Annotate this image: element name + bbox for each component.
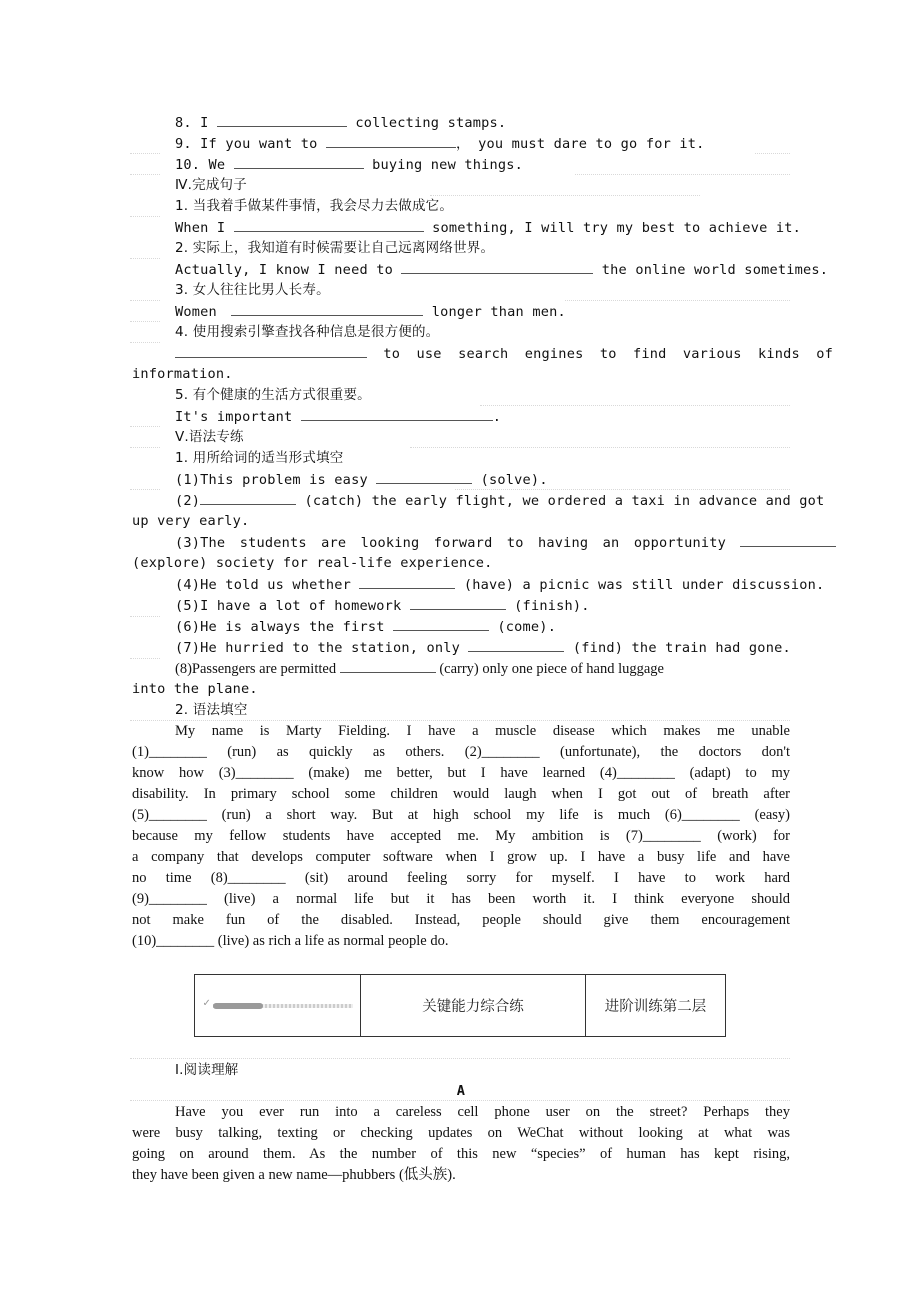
chinese-prompt: 5. 有个健康的生活方式很重要。 — [175, 387, 371, 403]
grammar-item-8-cont: into the plane. — [132, 681, 258, 697]
passage-line: because my fellow students have accepted me. My ambition is (7)________ (work) for — [132, 828, 790, 844]
guide-dots — [130, 720, 790, 721]
grammar-item-4 — [132, 574, 825, 595]
item-number: 9. — [175, 136, 192, 152]
guide-dots — [130, 447, 160, 448]
answer-blank[interactable] — [326, 133, 456, 148]
chinese-prompt: 2. 实际上，我知道有时候需要让自己远离网络世界。 — [175, 240, 495, 256]
passage-line: a company that develops computer software when I grow up. I have a busy life and have — [132, 849, 790, 865]
answer-blank[interactable] — [301, 406, 493, 421]
sentence-text: something, I will try my best to achieve it. — [432, 220, 801, 236]
subsection-title: 1. 用所给词的适当形式填空 — [175, 450, 344, 466]
guide-dots — [480, 405, 790, 406]
passage-line: (9)________ (live) a normal life but it has been worth it. I think everyone should — [132, 891, 790, 907]
english-sentence — [132, 217, 801, 238]
sentence-text: longer than men. — [431, 304, 566, 320]
item-number: (4) — [175, 577, 201, 593]
english-sentence — [132, 406, 790, 427]
item-number: (8) — [175, 661, 192, 677]
passage-line: My name is Marty Fielding. I have a muscle disease which makes me unable — [175, 723, 790, 739]
item-text: buying new things. — [372, 157, 524, 173]
item-text: (finish). — [514, 598, 590, 614]
chinese-prompt: 4. 使用搜索引擎查找各种信息是很方便的。 — [175, 324, 440, 340]
grammar-item-7 — [132, 637, 790, 658]
passage-line: (1)________ (run) as quickly as others. (2)________ (unfortunate), the doctors don't — [132, 744, 790, 760]
item-text: I have a lot of homework — [200, 598, 402, 614]
guide-dots — [130, 216, 160, 217]
guide-dots — [455, 489, 790, 490]
item-number: (1) — [175, 472, 201, 488]
answer-blank[interactable] — [376, 469, 472, 484]
item-text: If you want to — [200, 136, 318, 152]
item-text: (have) a picnic was still under discussion. — [463, 577, 825, 593]
grammar-item-8 — [132, 658, 790, 679]
item-text: (find) the train had gone. — [572, 640, 791, 656]
item-text: He is always the first — [200, 619, 385, 635]
section-heading-i: Ⅰ.阅读理解 — [175, 1062, 239, 1078]
banner-title: 关键能力综合练 — [361, 975, 586, 1036]
item-text: ， you must dare to go for it. — [455, 136, 705, 152]
grammar-item-6 — [132, 616, 790, 637]
section-banner — [194, 974, 726, 1037]
guide-dots — [130, 1100, 790, 1101]
grammar-item-3 — [132, 532, 790, 553]
progress-check-icon — [202, 997, 353, 1009]
answer-blank[interactable] — [340, 658, 436, 673]
answer-blank[interactable] — [468, 637, 564, 652]
sentence-text: Women — [175, 304, 217, 320]
passage-line: going on around them. As the number of this new “species” of human has kept rising, — [132, 1146, 790, 1162]
guide-dots — [410, 447, 790, 448]
guide-dots — [755, 153, 790, 154]
item-number: (7) — [175, 640, 201, 656]
item-text: Passengers are permitted — [191, 661, 337, 677]
passage-line: (5)________ (run) a short way. But at high school my life is much (6)________ (easy) — [132, 807, 790, 823]
guide-dots — [130, 258, 160, 259]
exercise-item-8 — [132, 112, 790, 133]
guide-dots — [575, 174, 790, 175]
exercise-item-9 — [132, 133, 790, 154]
item-text: We — [208, 157, 226, 173]
item-text: (carry) only one piece of hand luggage — [439, 661, 664, 677]
exercise-item-10 — [132, 154, 790, 175]
item-number: 8. — [175, 115, 192, 131]
sentence-text: to use search engines to find various kinds of — [383, 346, 834, 362]
guide-dots — [130, 342, 160, 343]
grammar-item-2 — [132, 490, 825, 511]
passage-line: Have you ever run into a careless cell phone user on the street? Perhaps they — [175, 1104, 790, 1120]
chinese-prompt: 1. 当我着手做某件事情，我会尽力去做成它。 — [175, 198, 454, 214]
answer-blank[interactable] — [359, 574, 455, 589]
passage-line: they have been given a new name—phubbers (低头族). — [132, 1167, 456, 1183]
answer-blank[interactable] — [175, 343, 367, 358]
checkmark-icon: ✓ — [202, 997, 211, 1009]
subsection-title: 2. 语法填空 — [175, 702, 248, 718]
guide-dots — [565, 300, 790, 301]
item-text: I — [200, 115, 209, 131]
guide-dots — [430, 195, 700, 196]
guide-dots — [130, 300, 160, 301]
sentence-text: . — [492, 409, 502, 425]
sentence-text: Actually, I know I need to — [175, 262, 393, 278]
item-number: 10. — [175, 157, 201, 173]
answer-blank[interactable] — [740, 532, 836, 547]
guide-dots — [130, 321, 160, 322]
item-text: He hurried to the station, only — [200, 640, 461, 656]
item-text: This problem is easy — [200, 472, 368, 488]
grammar-item-2-cont: up very early. — [132, 513, 250, 529]
banner-progress-cell — [195, 975, 361, 1036]
guide-dots — [130, 1058, 790, 1059]
sentence-text: When I — [175, 220, 226, 236]
answer-blank[interactable] — [401, 259, 593, 274]
item-text: The students are looking forward to having an opportunity — [200, 535, 727, 551]
guide-dots — [130, 174, 160, 175]
item-text: collecting stamps. — [355, 115, 507, 131]
guide-dots — [130, 489, 160, 490]
item-number: (6) — [175, 619, 201, 635]
section-heading-v: Ⅴ.语法专练 — [175, 429, 244, 445]
guide-dots — [130, 426, 160, 427]
answer-blank[interactable] — [234, 154, 364, 169]
guide-dots — [130, 616, 160, 617]
sentence-text: It's important — [175, 409, 293, 425]
passage-label: A — [456, 1083, 466, 1099]
guide-dots — [130, 658, 160, 659]
item-text: (come). — [497, 619, 557, 635]
english-sentence — [132, 301, 790, 322]
chinese-prompt: 3. 女人往往比男人长寿。 — [175, 282, 330, 298]
grammar-item-1 — [132, 469, 790, 490]
item-text: (catch) the early flight, we ordered a taxi in advance and got — [304, 493, 825, 509]
item-text: He told us whether — [200, 577, 352, 593]
english-sentence — [132, 259, 829, 280]
passage-line: not make fun of the disabled. Instead, people should give them encouragement — [132, 912, 790, 928]
grammar-item-3-cont: (explore) society for real-life experience. — [132, 555, 493, 571]
grammar-item-5 — [132, 595, 790, 616]
item-number: (5) — [175, 598, 201, 614]
item-number: (2) — [175, 493, 201, 509]
answer-blank[interactable] — [217, 112, 347, 127]
english-sentence-cont: information. — [132, 366, 233, 382]
answer-blank[interactable] — [231, 301, 423, 316]
item-number: (3) — [175, 535, 201, 551]
answer-blank[interactable] — [234, 217, 424, 232]
section-heading-iv: Ⅳ.完成句子 — [175, 177, 247, 193]
item-text: (solve). — [480, 472, 548, 488]
answer-blank[interactable] — [200, 490, 296, 505]
banner-level: 进阶训练第二层 — [604, 999, 707, 1015]
passage-line: were busy talking, texting or checking updates on WeChat without looking at what was — [132, 1125, 790, 1141]
passage-line: disability. In primary school some children would laugh when I got out of breath after — [132, 786, 790, 802]
english-sentence — [132, 343, 834, 364]
guide-dots — [130, 153, 160, 154]
answer-blank[interactable] — [393, 616, 489, 631]
passage-line: no time (8)________ (sit) around feeling sorry for myself. I have to work hard — [132, 870, 790, 886]
answer-blank[interactable] — [410, 595, 506, 610]
sentence-text: the online world sometimes. — [601, 262, 829, 278]
passage-line: (10)________ (live) as rich a life as normal people do. — [132, 933, 449, 949]
passage-line: know how (3)________ (make) me better, but I have learned (4)________ (adapt) to my — [132, 765, 790, 781]
